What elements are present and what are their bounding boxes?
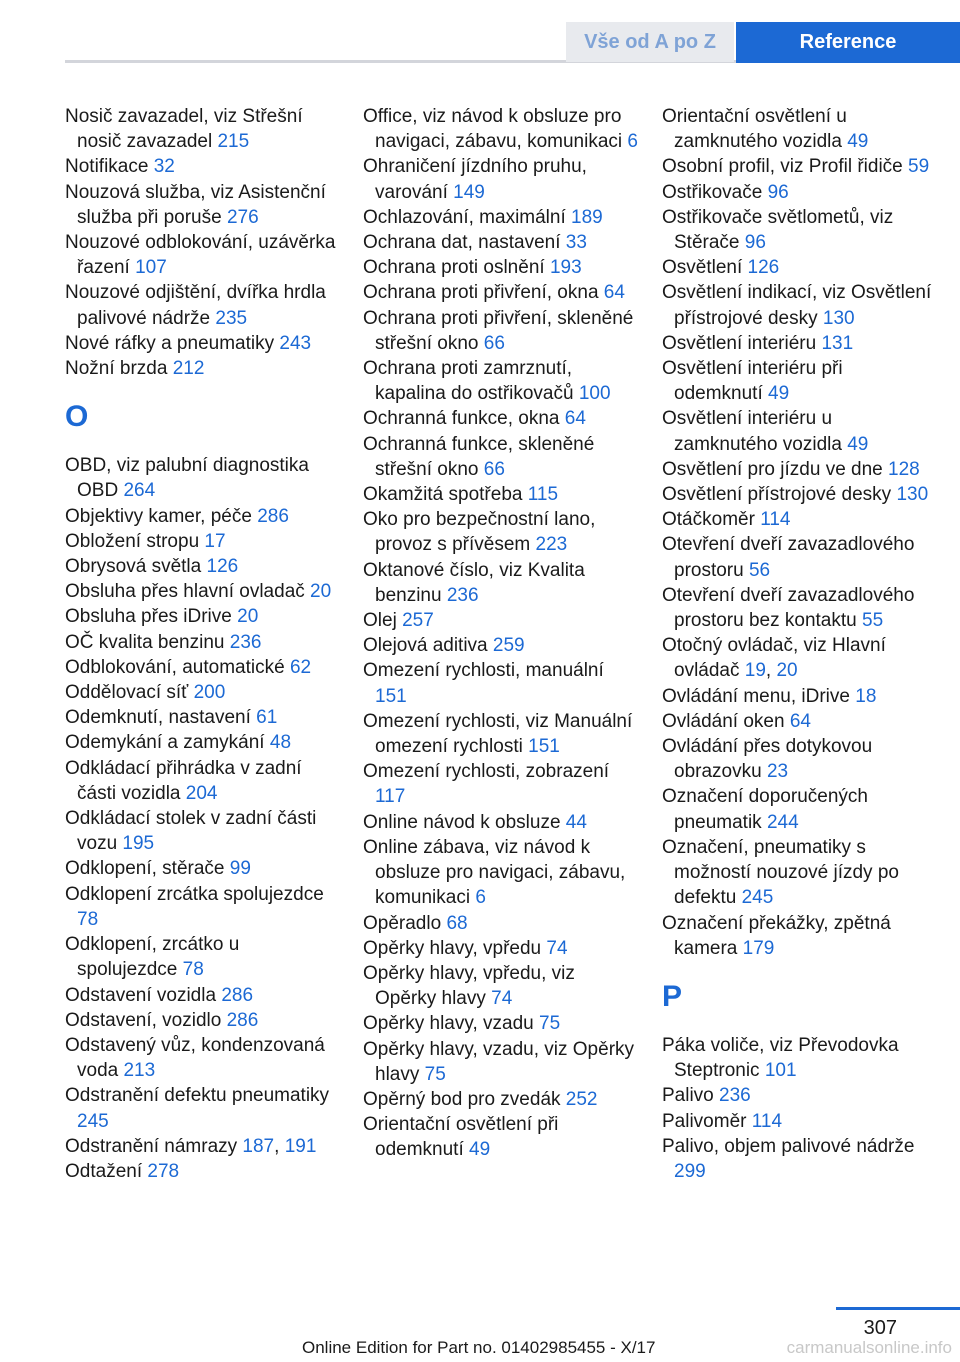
index-entry-term: Osvětlení interiéru xyxy=(662,332,822,354)
index-entry xyxy=(363,709,638,759)
index-entry-term: Opěradlo xyxy=(363,912,447,934)
page-link[interactable]: 189 xyxy=(571,206,603,228)
index-entry-term: Opěrný bod pro zvedák xyxy=(363,1088,566,1110)
page-link[interactable]: 66 xyxy=(483,332,505,354)
index-entry-term: Ochrana proti oslnění xyxy=(363,257,550,279)
index-entry xyxy=(65,730,340,755)
index-entry xyxy=(65,630,340,655)
page-link[interactable]: 23 xyxy=(766,761,789,783)
index-entry-term: Označení překážky, zpětná kamera xyxy=(662,912,891,959)
page-link[interactable]: 126 xyxy=(206,556,239,578)
index-entry xyxy=(65,1033,340,1083)
page-link[interactable]: 245 xyxy=(77,1110,109,1132)
index-entry-term: Osvětlení pro jízdu ve dne xyxy=(662,458,889,480)
index-entry xyxy=(65,1134,340,1159)
index-entry-term: Odkládací stolek v zadní části vozu xyxy=(65,808,317,855)
page-link[interactable]: 151 xyxy=(375,685,407,707)
index-entry-term: Ostřikovače světlometů, viz Stěrače xyxy=(662,206,894,254)
index-entry xyxy=(363,432,638,482)
page-link[interactable]: 236 xyxy=(446,584,479,606)
index-entry-term: Obsluha přes hlavní ovladač xyxy=(65,581,311,603)
index-entry xyxy=(662,583,932,633)
page-link[interactable]: 48 xyxy=(269,732,292,754)
page-link[interactable]: 264 xyxy=(123,480,156,502)
page-link[interactable]: 299 xyxy=(674,1160,706,1182)
index-entry xyxy=(65,579,340,604)
index-entry xyxy=(662,457,932,482)
index-entry-term: Ovládání přes dotykovou obrazovku xyxy=(662,736,873,783)
index-entry-term: Opěrky hlavy, vzadu, viz Opěrky hlavy xyxy=(363,1038,635,1085)
page-link[interactable]: 20 xyxy=(776,660,798,682)
page-link[interactable]: 18 xyxy=(855,685,877,707)
index-entry-term: Ochrana proti zamrznutí, kapalina do ostřikovačů xyxy=(363,358,579,405)
index-entry xyxy=(363,558,638,608)
page-link[interactable]: 212 xyxy=(172,358,205,380)
index-entry xyxy=(363,1087,638,1112)
index-entry xyxy=(65,806,340,856)
index-entry-term: Odklopení zrcátka spolujezdce xyxy=(65,883,324,905)
index-entry xyxy=(662,104,932,154)
index-entry xyxy=(662,255,932,280)
index-entry xyxy=(662,482,932,507)
index-entry xyxy=(65,104,340,154)
page-link[interactable]: 74 xyxy=(491,988,513,1010)
page-link[interactable]: 49 xyxy=(847,433,869,455)
index-entry xyxy=(363,205,638,230)
index-entry xyxy=(363,280,638,305)
index-entry xyxy=(65,554,340,579)
tab-section[interactable]: Vše od A po Z xyxy=(566,22,734,62)
index-entry xyxy=(662,1109,932,1134)
page-link[interactable]: 66 xyxy=(483,458,505,480)
index-entry xyxy=(65,504,340,529)
page-link[interactable]: 117 xyxy=(375,786,406,808)
page-link[interactable]: 130 xyxy=(822,307,855,329)
index-entry-term: Palivo xyxy=(662,1085,720,1107)
index-entry xyxy=(65,280,340,330)
index-entry xyxy=(662,709,932,734)
page-link[interactable]: 6 xyxy=(475,887,486,909)
index-entry-term: Nové ráfky a pneumatiky xyxy=(65,332,280,354)
page-link[interactable]: 20 xyxy=(237,606,259,628)
index-entry xyxy=(65,1008,340,1033)
index-entry xyxy=(65,1083,340,1133)
page-link[interactable]: 64 xyxy=(603,282,625,304)
page-link[interactable]: 17 xyxy=(204,530,226,552)
index-entry-term: Nouzové odjištění, dvířka hrdla palivové nádrže xyxy=(65,282,326,329)
index-entry xyxy=(65,529,340,554)
index-entry-term: Odemknutí, nastavení xyxy=(65,707,257,729)
index-entry xyxy=(662,734,932,784)
index-entry-term: Ochlazování, maximální xyxy=(363,206,572,228)
page-link[interactable]: 243 xyxy=(279,332,312,354)
page-link[interactable]: 74 xyxy=(546,937,568,959)
index-entry-term: Okamžitá spotřeba xyxy=(363,484,528,506)
index-entry-term: Otočný ovládač, viz Hlavní ovládač xyxy=(662,635,886,682)
index-entry-term: Ochranná funkce, okna xyxy=(363,408,565,430)
page-link[interactable]: 179 xyxy=(742,937,775,959)
index-entry-term: Odkládací přihrádka v zadní části vozidla xyxy=(65,757,302,804)
index-entry-term: Odemykání a zamykání xyxy=(65,732,270,754)
page-link[interactable]: 75 xyxy=(539,1013,561,1035)
index-entry-term: Otáčkoměr xyxy=(662,509,761,531)
page-link[interactable]: 49 xyxy=(768,383,790,405)
tab-chapter[interactable]: Reference xyxy=(736,22,960,63)
index-entry xyxy=(363,961,638,1011)
index-entry-term: Ochrana proti přivření, skleněné střešní okno xyxy=(363,307,634,354)
page-link[interactable]: 78 xyxy=(182,959,204,981)
page-link[interactable]: 44 xyxy=(565,811,587,833)
index-entry xyxy=(662,532,932,582)
page-link[interactable]: 99 xyxy=(229,858,251,880)
index-entry-term: Nouzové odblokování, uzávěrka řazení xyxy=(65,232,336,279)
index-entry-term: Ovládání menu, iDrive xyxy=(662,685,856,707)
page-link[interactable]: 259 xyxy=(492,635,525,657)
index-entry xyxy=(65,154,340,179)
index-entry xyxy=(662,633,932,683)
page-link[interactable]: 276 xyxy=(226,206,259,228)
index-entry-term: Opěrky hlavy, vpředu, viz Opěrky hlavy xyxy=(363,962,575,1010)
page-link[interactable]: 252 xyxy=(565,1088,598,1110)
index-entry-term: Osvětlení xyxy=(662,257,748,279)
index-entry xyxy=(65,604,340,629)
index-entry xyxy=(662,1033,932,1083)
page-link[interactable]: 244 xyxy=(766,811,799,833)
index-column-1 xyxy=(65,104,340,1184)
index-entry-term: Osvětlení interiéru u zamknutého vozidla xyxy=(662,408,848,455)
page-link[interactable]: 130 xyxy=(896,484,929,506)
index-entry-term: Objektivy kamer, péče xyxy=(65,505,258,527)
page-link[interactable]: 114 xyxy=(751,1110,783,1132)
index-entry-term: Ochrana dat, nastavení xyxy=(363,232,566,254)
index-entry-term: Odklopení, stěrače xyxy=(65,858,230,880)
index-entry-term: Odstavení, vozidlo xyxy=(65,1009,227,1031)
page-separator: , xyxy=(274,1135,285,1157)
page-link[interactable]: 96 xyxy=(767,181,789,203)
index-entry-term: Omezení rychlosti, zobrazení xyxy=(363,761,610,783)
page-link[interactable]: 200 xyxy=(193,682,226,704)
index-entry xyxy=(662,1083,932,1108)
page-link[interactable]: 215 xyxy=(217,131,250,153)
page-link[interactable]: 49 xyxy=(469,1139,491,1161)
index-entry xyxy=(363,1037,638,1087)
index-entry-term: Odstavený vůz, kondenzovaná voda xyxy=(65,1034,325,1082)
index-column-2 xyxy=(363,104,638,1163)
page-link[interactable]: 64 xyxy=(564,408,586,430)
index-entry xyxy=(65,882,340,932)
index-entry xyxy=(662,911,932,961)
page-link[interactable]: 114 xyxy=(760,509,791,531)
index-entry-term: Online zábava, viz návod k obsluze pro navigaci, zábavu, komunikaci xyxy=(363,836,626,909)
index-entry-term: Otevření dveří zavazadlového prostoru bez kontaktu xyxy=(662,584,915,632)
index-entry-term: Odtažení xyxy=(65,1160,148,1182)
page-link[interactable]: 213 xyxy=(123,1060,156,1082)
index-entry-term: Olejová aditiva xyxy=(363,635,493,657)
page-separator: , xyxy=(765,660,777,682)
page-link[interactable]: 286 xyxy=(221,984,254,1006)
index-entry-term: Notifikace xyxy=(65,156,154,178)
page-link[interactable]: 68 xyxy=(446,912,468,934)
index-entry xyxy=(662,1134,932,1184)
index-entry xyxy=(65,230,340,280)
index-entry-term: Orientační osvětlení u zamknutého vozidla xyxy=(662,106,848,153)
page-link[interactable]: 236 xyxy=(719,1085,751,1107)
page-link[interactable]: 128 xyxy=(888,458,920,480)
page-link[interactable]: 49 xyxy=(847,131,869,153)
index-entry xyxy=(662,684,932,709)
index-entry-term: Oddělovací síť xyxy=(65,682,194,704)
index-entry-term: Odstranění námrazy xyxy=(65,1135,243,1157)
page-link[interactable]: 20 xyxy=(310,581,332,603)
page-link[interactable]: 61 xyxy=(256,707,278,729)
index-entry xyxy=(363,633,638,658)
index-entry-term: Osvětlení přístrojové desky xyxy=(662,484,897,506)
page-link[interactable]: 236 xyxy=(229,631,262,653)
index-entry-term: Palivoměr xyxy=(662,1110,752,1132)
index-entry-term: Ochrana proti přivření, okna xyxy=(363,282,604,304)
index-entry xyxy=(662,331,932,356)
index-entry xyxy=(363,936,638,961)
index-entry-term: Odklopení, zrcátko u spolujezdce xyxy=(65,934,240,981)
index-entry-term: Office, viz návod k obsluze pro navigaci, zábavu, komunikaci xyxy=(363,106,628,153)
page-link[interactable]: 78 xyxy=(77,908,99,930)
page-link[interactable]: 115 xyxy=(527,484,559,506)
index-entry-term: Nouzová služba, viz Asistenční služba při poruše xyxy=(65,181,326,228)
page-link[interactable]: 257 xyxy=(402,610,434,632)
index-entry xyxy=(662,180,932,205)
page-link[interactable]: 151 xyxy=(528,736,560,758)
index-entry-term: Oko pro bezpečnostní lano, provoz s přívěsem xyxy=(363,509,596,556)
footer-rule xyxy=(836,1307,960,1310)
watermark: carmanualsonline.info xyxy=(786,1338,952,1357)
index-entry-term: Olej xyxy=(363,610,403,632)
page-link[interactable]: 149 xyxy=(453,181,485,203)
page-link[interactable]: 126 xyxy=(747,257,780,279)
index-entry-term: Omezení rychlosti, manuální xyxy=(363,660,604,682)
index-entry-term: Omezení rychlosti, viz Manuální omezení rychlosti xyxy=(363,710,633,758)
index-entry xyxy=(662,784,932,834)
page-link[interactable]: 278 xyxy=(147,1160,180,1182)
index-column-3 xyxy=(662,104,932,1184)
index-entry xyxy=(65,983,340,1008)
page-link[interactable]: 59 xyxy=(908,156,930,178)
index-entry xyxy=(363,482,638,507)
index-entry-term: Otevření dveří zavazadlového prostoru xyxy=(662,534,915,581)
index-letter-heading: P xyxy=(662,979,683,1013)
page-link[interactable]: 19 xyxy=(744,660,766,682)
page-link[interactable]: 64 xyxy=(789,710,811,732)
page-link[interactable]: 75 xyxy=(424,1063,446,1085)
page-link[interactable]: 131 xyxy=(821,332,854,354)
index-entry xyxy=(662,507,932,532)
page-link[interactable]: 96 xyxy=(744,232,766,254)
index-entry xyxy=(363,154,638,204)
index-entry-term: Opěrky hlavy, vzadu xyxy=(363,1013,540,1035)
index-entry xyxy=(363,306,638,356)
index-entry-term: OBD, viz palubní diagnostika OBD xyxy=(65,455,309,502)
page-link[interactable]: 245 xyxy=(741,887,774,909)
index-entry-term: Odblokování, automatické xyxy=(65,656,290,678)
edition-note: Online Edition for Part no. 01402985455 - X/17 xyxy=(302,1338,656,1357)
index-entry xyxy=(65,655,340,680)
index-entry xyxy=(363,835,638,911)
page-link[interactable]: 193 xyxy=(549,257,582,279)
page-link[interactable]: 6 xyxy=(627,131,638,153)
index-entry-term: Páka voliče, viz Převodovka Steptronic xyxy=(662,1034,899,1082)
index-entry xyxy=(363,911,638,936)
index-entry-term: Označení doporučených pneumatik xyxy=(662,786,868,833)
page-link[interactable]: 187 xyxy=(242,1135,275,1157)
page-link[interactable]: 223 xyxy=(535,534,568,556)
index-entry xyxy=(363,658,638,708)
page-link[interactable]: 204 xyxy=(185,782,218,804)
page-link[interactable]: 62 xyxy=(289,656,312,678)
index-entry xyxy=(65,932,340,982)
page-link[interactable]: 101 xyxy=(764,1060,797,1082)
index-entry xyxy=(662,835,932,911)
page-link[interactable]: 107 xyxy=(135,257,167,279)
index-entry-term: Obložení stropu xyxy=(65,530,205,552)
index-entry-term: Palivo, objem palivové nádrže xyxy=(662,1135,915,1157)
index-entry-term: Obrysová světla xyxy=(65,556,207,578)
index-entry-term: Orientační osvětlení při odemknutí xyxy=(363,1114,559,1161)
index-entry xyxy=(363,507,638,557)
index-entry-term: OČ kvalita benzinu xyxy=(65,631,230,653)
page-link[interactable]: 100 xyxy=(578,383,611,405)
index-entry-term: Opěrky hlavy, vpředu xyxy=(363,937,547,959)
index-entry-term: Ovládání oken xyxy=(662,710,790,732)
index-entry-term: Ochranná funkce, skleněné střešní okno xyxy=(363,433,595,480)
index-entry-term: Osvětlení interiéru při odemknutí xyxy=(662,358,843,405)
page-link[interactable]: 55 xyxy=(862,610,884,632)
index-entry xyxy=(65,331,340,356)
page-link[interactable]: 32 xyxy=(153,156,175,178)
index-entry xyxy=(65,680,340,705)
index-entry xyxy=(662,154,932,179)
index-entry xyxy=(65,453,340,503)
index-entry xyxy=(65,856,340,881)
index-entry-term: Ohraničení jízdního pruhu, varování xyxy=(363,156,587,203)
index-entry-term: Online návod k obsluze xyxy=(363,811,566,833)
page-link[interactable]: 191 xyxy=(284,1135,317,1157)
index-entry-term: Ostřikovače xyxy=(662,181,768,203)
index-entry xyxy=(363,255,638,280)
index-entry xyxy=(65,756,340,806)
index-entry xyxy=(363,1112,638,1162)
index-entry-term: Označení, pneumatiky s možností nouzové jízdy po defektu xyxy=(662,836,899,909)
index-entry xyxy=(363,1011,638,1036)
index-entry xyxy=(363,230,638,255)
index-letter-heading: O xyxy=(65,400,89,434)
page-link[interactable]: 235 xyxy=(215,307,248,329)
index-entry xyxy=(363,356,638,406)
index-entry xyxy=(662,406,932,456)
page-link[interactable]: 33 xyxy=(565,232,587,254)
index-entry xyxy=(363,608,638,633)
index-entry xyxy=(65,1159,340,1184)
index-entry xyxy=(662,356,932,406)
page-link[interactable]: 195 xyxy=(122,833,155,855)
index-entry xyxy=(363,759,638,809)
index-entry-term: Nožní brzda xyxy=(65,358,173,380)
page-number: 307 xyxy=(863,1317,897,1339)
index-entry xyxy=(65,180,340,230)
index-entry xyxy=(363,104,638,154)
index-entry-term: Odstavení vozidla xyxy=(65,984,222,1006)
index-entry-term: Obsluha přes iDrive xyxy=(65,606,238,628)
index-entry-term: Osvětlení indikací, viz Osvětlení přístrojové desky xyxy=(662,282,932,329)
index-entry xyxy=(65,705,340,730)
index-entry-term: Nosič zavazadel, viz Střešní nosič zavazadel xyxy=(65,106,303,153)
index-entry-term: Oktanové číslo, viz Kvalita benzinu xyxy=(363,559,585,606)
index-entry xyxy=(65,356,340,381)
page-link[interactable]: 56 xyxy=(748,559,771,581)
index-entry-term: Osobní profil, viz Profil řidiče xyxy=(662,156,909,178)
index-entry xyxy=(363,406,638,431)
page-link[interactable]: 286 xyxy=(257,505,289,527)
index-entry xyxy=(363,810,638,835)
page-link[interactable]: 286 xyxy=(226,1009,259,1031)
index-entry xyxy=(662,280,932,330)
index-entry xyxy=(662,205,932,255)
index-entry-term: Odstranění defektu pneumatiky xyxy=(65,1085,330,1107)
